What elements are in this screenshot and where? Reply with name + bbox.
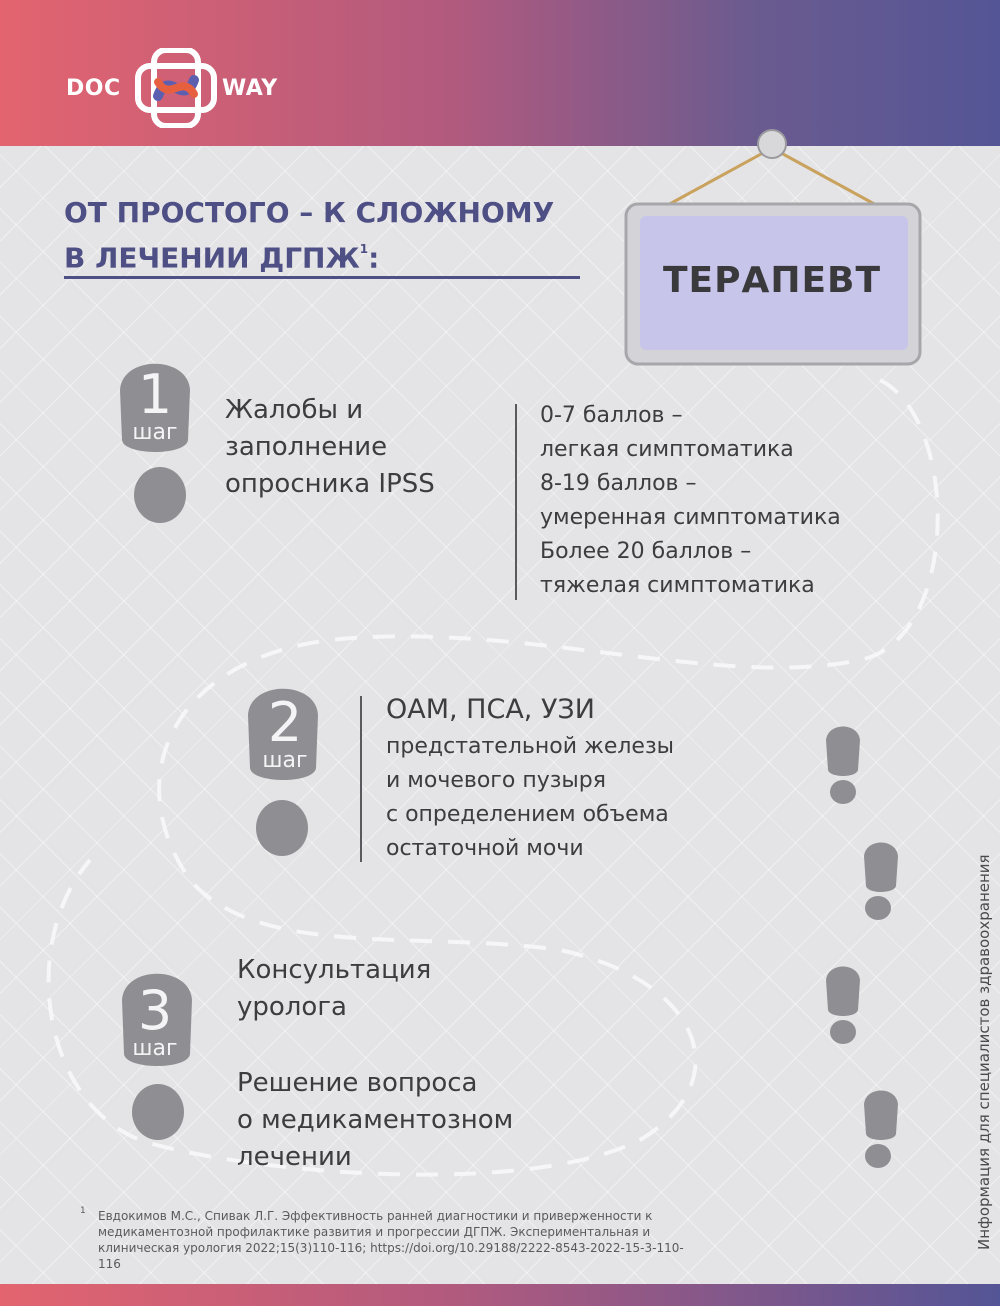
ipss-scale-line: 0-7 баллов – [540,403,683,428]
title-footnote-ref: 1 [359,242,369,256]
footprint-heel-icon [132,1084,184,1140]
step-1-line: опросника IPSS [225,469,435,499]
ipss-scale-line: легкая симптоматика [540,437,794,462]
step-2-line: с определением объема [386,802,669,827]
step-2-badge [245,691,325,773]
step-3-number: 3 [137,979,173,1042]
title-colon: : [368,241,380,275]
step-2-line: остаточной мочи [386,836,584,861]
step-3-text [237,952,513,1176]
ipss-scale-line: умеренная симптоматика [540,505,841,530]
title-line-1: ОТ ПРОСТОГО – К СЛОЖНОМУ [64,196,555,229]
step-3-line: о медикаментозном [237,1105,514,1135]
footprint-heel-icon [134,467,186,523]
ipss-scale-line: тяжелая симптоматика [540,573,815,598]
step-1-number: 1 [137,363,173,426]
sign-label: ТЕРАПЕВТ [662,260,882,301]
step-2-heading: ОАМ, ПСА, УЗИ [386,694,595,725]
step-1-divider [515,404,517,600]
step-2-divider [360,696,362,862]
footnote-text: Евдокимов М.С., Спивак Л.Г. Эффективность ранней диагностики и приверженности к медикаментозной профилактике развития и прогрессии ДГПЖ. Экспериментальная и клиническая урология 2022;15(3)110-116; https://doi.org/10.29188/2222-8543-2022-15-3-110-116 [98,1209,684,1271]
step-1-text [225,392,435,503]
side-note: Информация для специалистов здравоохранения [975,854,993,1250]
footnote-mark: 1 [80,1206,86,1216]
logo-text-left: DOC [66,76,121,101]
ipss-scale-line: 8-19 баллов – [540,471,697,496]
step-3-line: Консультация [237,955,432,985]
title-line-2: В ЛЕЧЕНИИ ДГПЖ [64,241,360,275]
logo-text-right: WAY [222,76,278,101]
step-2-line: и мочевого пузыря [386,768,606,793]
step-3-line: уролога [237,992,347,1022]
step-3-line: лечении [237,1142,352,1172]
step-1-line: Жалобы и [225,395,364,425]
step-3-line: Решение вопроса [237,1068,478,1098]
step-3-badge [115,979,195,1061]
footprint-heel-icon [256,800,308,856]
step-1-line: заполнение [225,432,388,462]
step-2-number: 2 [267,691,303,754]
step-1-word: шаг [132,420,178,445]
step-1-badge [115,363,195,445]
step-3-word: шаг [132,1036,178,1061]
ipss-scale [540,399,841,603]
step-2-line: предстательной железы [386,734,675,759]
ipss-scale-line: Более 20 баллов – [540,539,752,564]
step-2-text [386,690,674,866]
step-2-word: шаг [262,748,308,773]
